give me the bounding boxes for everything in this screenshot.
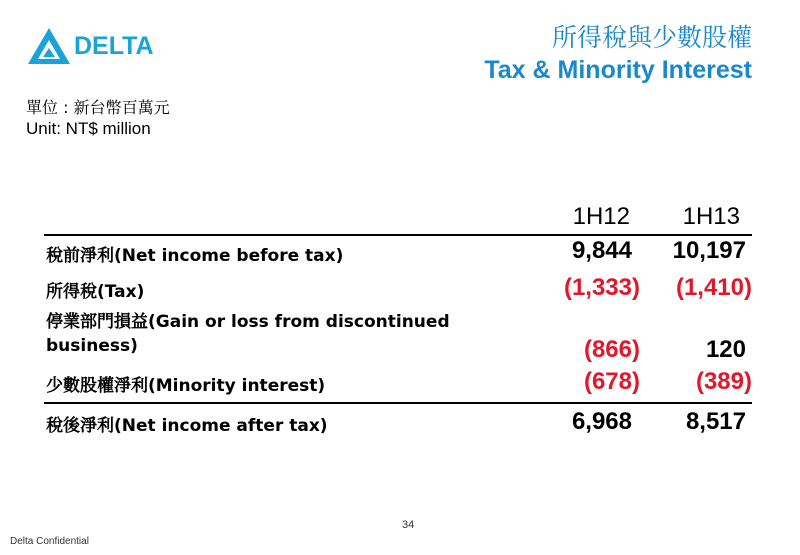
row-label-net-income-before-tax: 稅前淨利(Net income before tax) (46, 246, 344, 266)
value-1h12-net-income-before-tax: 9,844 (571, 237, 632, 264)
value-1h13-tax: (1,410) (675, 274, 752, 301)
row-label-minority-interest: 少數股權淨利(Minority interest) (46, 376, 326, 396)
value-1h12-minority-interest: (678) (583, 368, 640, 395)
unit-label-zh: 單位 : 新台幣百萬元 (26, 98, 170, 117)
column-header-1h12: 1H12 (572, 203, 630, 230)
confidential-label: Delta Confidential (10, 536, 89, 547)
table-bottom-rule (44, 402, 752, 404)
value-1h12-net-income-after-tax: 6,968 (571, 408, 632, 435)
unit-label-en: Unit: NT$ million (26, 119, 151, 138)
page-number: 34 (402, 519, 415, 531)
page-title-en: Tax & Minority Interest (484, 56, 752, 84)
value-1h13-net-income-after-tax: 8,517 (685, 408, 746, 435)
row-label-discontinued-business: 停業部門損益(Gain or loss from discontinued business) (46, 312, 450, 356)
row-label-net-income-after-tax: 稅後淨利(Net income after tax) (46, 416, 328, 436)
delta-triangle-icon (27, 26, 71, 66)
value-1h12-discontinued-business: (866) (583, 336, 640, 363)
delta-logo (27, 26, 157, 66)
logo-text: DELTA (74, 32, 154, 60)
row-label-tax: 所得稅(Tax) (46, 282, 145, 302)
value-1h13-net-income-before-tax: 10,197 (672, 237, 746, 264)
table-top-rule (44, 234, 752, 236)
value-1h12-tax: (1,333) (563, 274, 640, 301)
value-1h13-minority-interest: (389) (695, 368, 752, 395)
page-title-zh: 所得稅與少數股權 (551, 23, 752, 52)
column-header-1h13: 1H13 (682, 203, 740, 230)
value-1h13-discontinued-business: 120 (705, 336, 746, 363)
